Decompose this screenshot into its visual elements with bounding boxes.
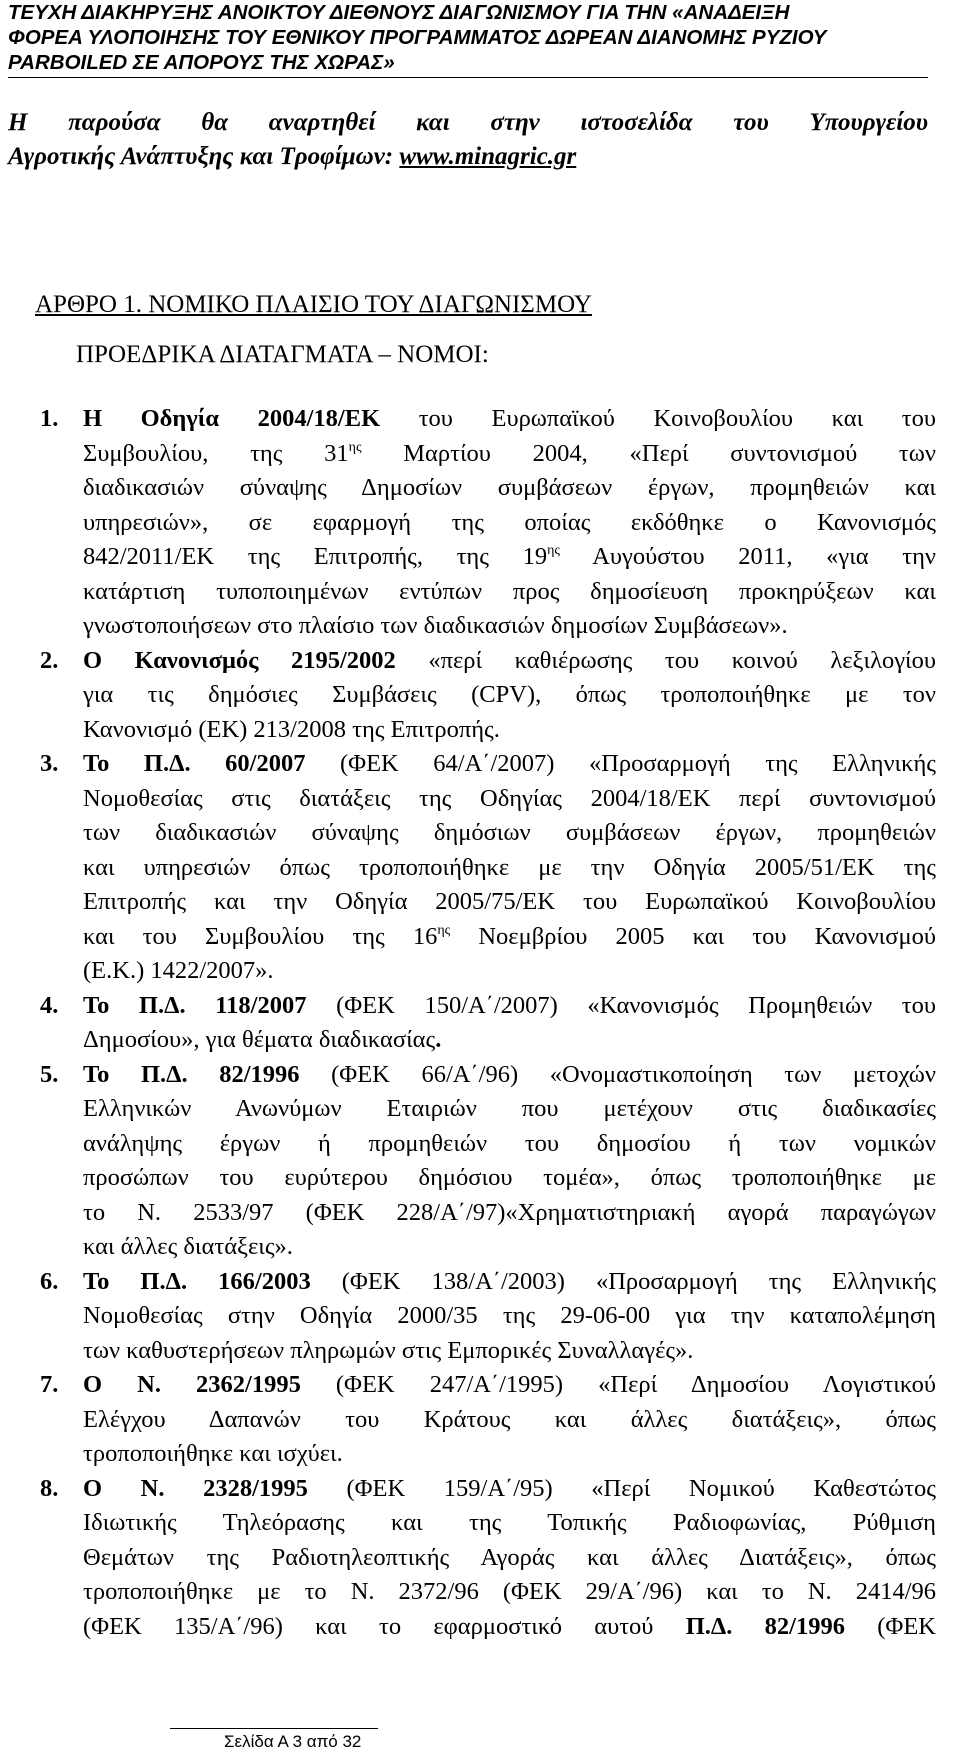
item-text: .: [435, 1026, 442, 1053]
footer-rule: [170, 1728, 378, 1729]
page-number: Σελίδα Α 3 από 32: [224, 1732, 362, 1751]
item-text: τροποποιήθηκε με το Ν. 2372/96 (ΦΕΚ 29/Α΄/96) και το Ν. 2414/96: [83, 1578, 936, 1605]
item-text: Μαρτίου 2004, «Περί συντονισμού των: [361, 439, 936, 467]
item-text: διαδικασιών σύναψης Δημοσίων συμβάσεων έργων, προμηθειών και: [83, 474, 936, 501]
list-item: [40, 402, 936, 644]
item-text: (ΦΕΚ 138/Α΄/2003) «Προσαρμογή της Ελληνικής: [310, 1267, 936, 1295]
item-text: Π.Δ. 82/1996: [685, 1612, 845, 1640]
item-text: Νομοθεσίας στις διατάξεις της Οδηγίας 2004/18/ΕΚ περί συντονισμού: [83, 784, 936, 812]
item-text: για τις δημόσιες Συμβάσεις (CPV), όπως τροποποιήθηκε με τον: [83, 681, 936, 708]
notice-word: ιστοσελίδα: [580, 109, 693, 136]
item-text: (ΦΕΚ 66/Α΄/96) «Ονομαστικοποίηση των μετοχών: [299, 1060, 936, 1088]
item-heading: Το Π.Δ. 166/2003: [83, 1267, 311, 1295]
item-text: Ελέγχου Δαπανών του Κράτους και άλλες διατάξεις», όπως: [83, 1405, 936, 1433]
item-text: τροποποιήθηκε και ισχύει.: [83, 1440, 343, 1467]
notice-word: και: [416, 109, 450, 136]
item-text: προσώπων του ευρύτερου δημόσιου τομέα», όπως τροποποιήθηκε με: [83, 1164, 936, 1191]
item-text: γνωστοποιήσεων στο πλαίσιο των διαδικασιών δημοσίων Συμβάσεων».: [83, 612, 788, 639]
item-text: «περί καθιέρωσης του κοινού λεξιλογίου: [395, 646, 936, 674]
item-heading: Το Π.Δ. 118/2007: [83, 991, 307, 1019]
item-number: 4.: [40, 991, 59, 1019]
item-number: 5.: [40, 1060, 59, 1088]
notice-word: αναρτηθεί: [268, 109, 376, 136]
item-number: 8.: [40, 1474, 59, 1502]
item-heading: Ο Ν. 2362/1995: [83, 1371, 301, 1398]
item-heading: Το Π.Δ. 82/1996: [83, 1060, 300, 1088]
item-text: (ΦΕΚ 64/Α΄/2007) «Προσαρμογή της Ελληνικής: [305, 750, 936, 777]
list-item: [40, 644, 936, 748]
ordinal-suffix: ης: [348, 439, 362, 455]
item-number: 7.: [40, 1371, 59, 1398]
item-text: 842/2011/ΕΚ της Επιτροπής, της 19: [83, 543, 548, 570]
item-text: (ΦΕΚ 135/Α΄/96) και το εφαρμοστικό αυτού: [83, 1612, 686, 1640]
item-text: (ΦΕΚ: [844, 1612, 936, 1640]
item-text: και άλλες διατάξεις».: [83, 1233, 293, 1260]
list-item: [40, 1058, 936, 1265]
item-heading: Το Π.Δ. 60/2007: [83, 750, 306, 777]
item-text: Θεμάτων της Ραδιοτηλεοπτικής Αγοράς και άλλες Διατάξεις», όπως: [83, 1543, 936, 1571]
item-text: (Ε.Κ.) 1422/2007».: [83, 957, 274, 984]
item-text: Νομοθεσίας στην Οδηγία 2000/35 της 29-06-00 για την καταπολέμηση: [83, 1302, 936, 1329]
item-heading: Ο Ν. 2328/1995: [83, 1474, 308, 1502]
item-text: Αυγούστου 2011, «για την: [559, 543, 936, 570]
ministry-website-link[interactable]: www.minagric.gr: [399, 143, 577, 170]
notice-line-1: [8, 106, 928, 140]
item-number: 1.: [40, 405, 59, 432]
item-text: Κανονισμό (ΕΚ) 213/2008 της Επιτροπής.: [83, 715, 500, 743]
list-item: [40, 1472, 936, 1645]
item-text: Ιδιωτικής Τηλεόρασης και της Τοπικής Ραδιοφωνίας, Ρύθμιση: [83, 1509, 936, 1536]
item-heading: Η Οδηγία 2004/18/ΕΚ: [83, 405, 381, 432]
list-item: [40, 1368, 936, 1472]
list-item: [40, 989, 936, 1058]
item-text: Συμβουλίου, της 31: [83, 439, 349, 467]
item-number: 2.: [40, 646, 59, 674]
item-text: κατάρτιση τυποποιημένων εντύπων προς δημοσίευση προκηρύξεων και: [83, 577, 936, 605]
ordinal-suffix: ης: [437, 922, 451, 938]
notice-word: του: [733, 109, 769, 136]
header-line-1: ΤΕΥΧΗ ΔΙΑΚΗΡΥΞΗΣ ΑΝΟΙΚΤΟΥ ΔΙΕΘΝΟΥΣ ΔΙΑΓΩΝΙΣΜΟΥ ΓΙΑ ΤΗΝ «ΑΝΑΔΕΙΞΗ: [8, 1, 790, 24]
item-text: των διαδικασιών σύναψης δημόσιων συμβάσεων έργων, προμηθειών: [83, 819, 936, 846]
item-heading: Ο Κανονισμός 2195/2002: [83, 646, 396, 674]
item-number: 6.: [40, 1267, 59, 1295]
item-text: Δημοσίου», για θέματα διαδικασίας: [83, 1026, 436, 1053]
notice-word: Η: [8, 109, 28, 136]
item-text: (ΦΕΚ 150/Α΄/2007) «Κανονισμός Προμηθειών του: [306, 991, 936, 1019]
item-number: 3.: [40, 750, 59, 777]
item-text: (ΦΕΚ 247/Α΄/1995) «Περί Δημοσίου Λογιστικού: [300, 1371, 937, 1398]
item-text: Ελληνικών Ανωνύμων Εταιριών που μετέχουν στις διαδικασίες: [83, 1095, 936, 1122]
item-text: (ΦΕΚ 159/Α΄/95) «Περί Νομικού Καθεστώτος: [307, 1474, 936, 1502]
notice-text: Αγροτικής Ανάπτυξης και Τροφίμων:: [8, 143, 394, 170]
list-item: [40, 1265, 936, 1369]
item-text: των καθυστερήσεων πληρωμών στις Εμπορικές Συναλλαγές».: [83, 1336, 694, 1364]
notice-word: Υπουργείου: [809, 109, 928, 136]
item-text: υπηρεσιών», σε εφαρμογή της οποίας εκδόθηκε ο Κανονισμός: [83, 508, 936, 536]
notice-word: θα: [201, 109, 229, 136]
notice-word: στην: [490, 109, 540, 136]
document-header: [8, 0, 928, 78]
section-title: ΠΡΟΕΔΡΙΚΑ ΔΙΑΤΑΓΜΑΤΑ – ΝΟΜΟΙ:: [76, 341, 489, 368]
notice-line-2: [8, 140, 928, 174]
item-text: Επιτροπής και την Οδηγία 2005/75/ΕΚ του Ευρωπαϊκού Κοινοβουλίου: [83, 888, 936, 915]
item-text: ανάληψης έργων ή προμηθειών του δημοσίου ή των νομικών: [83, 1129, 936, 1157]
item-text: και του Συμβουλίου της 16: [83, 922, 438, 950]
article-title: ΑΡΘΡΟ 1. ΝΟΜΙΚΟ ΠΛΑΙΣΙΟ ΤΟΥ ΔΙΑΓΩΝΙΣΜΟΥ: [35, 291, 592, 318]
ordinal-suffix: ης: [547, 543, 560, 558]
list-item: [40, 747, 936, 989]
header-line-2: ΦΟΡΕΑ ΥΛΟΠΟΙΗΣΗΣ ΤΟΥ ΕΘΝΙΚΟΥ ΠΡΟΓΡΑΜΜΑΤΟΣ ΔΩΡΕΑΝ ΔΙΑΝΟΜΗΣ ΡΥΖΙΟΥ: [8, 26, 827, 49]
item-text: το Ν. 2533/97 (ΦΕΚ 228/Α΄/97)«Χρηματιστηριακή αγορά παραγώγων: [83, 1198, 936, 1226]
notice-word: παρούσα: [68, 109, 161, 136]
publication-notice: [8, 106, 928, 174]
item-text: και υπηρεσιών όπως τροποποιήθηκε με την Οδηγία 2005/51/ΕΚ της: [83, 853, 936, 881]
item-text: Νοεμβρίου 2005 και του Κανονισμού: [450, 922, 936, 950]
header-line-3: PARBOILED ΣΕ ΑΠΟΡΟΥΣ ΤΗΣ ΧΩΡΑΣ»: [8, 51, 395, 74]
item-text: του Ευρωπαϊκού Κοινοβουλίου και του: [380, 405, 936, 432]
legal-framework-list: [40, 402, 936, 1644]
